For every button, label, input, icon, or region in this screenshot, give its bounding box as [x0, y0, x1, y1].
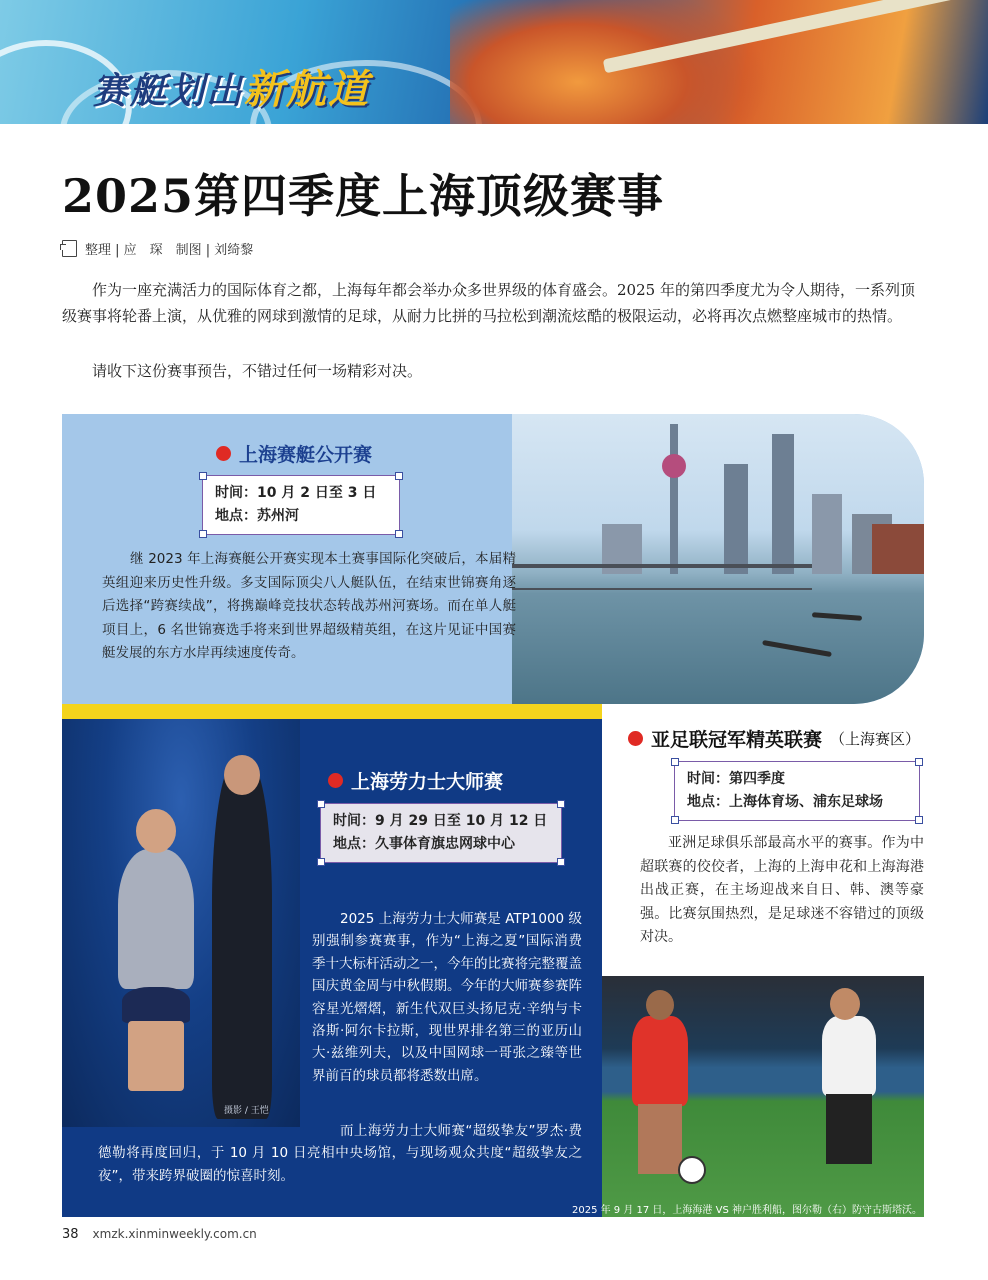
afc-info-box: [674, 761, 920, 821]
rowing-title: 上海赛艇公开赛: [239, 444, 373, 466]
football: [678, 1156, 706, 1184]
tower-silhouette: [670, 424, 678, 574]
soccer-photo: [602, 976, 924, 1217]
photo-caption: 2025 年 9 月 17 日，上海海港 VS 神户胜利船，图尔勒（右）防守古斯塔沃。: [572, 1205, 922, 1216]
person-silhouette: [118, 849, 194, 989]
afc-body-text: 亚洲足球俱乐部最高水平的赛事。作为中超联赛的佼佼者，上海的上海申花和上海海港出战正赛，在主场迎战来自日、韩、澳等豪强。比赛氛围热烈，是足球迷不容错过的顶级对决。: [640, 835, 924, 945]
byline-text: 整理 | 应 琛 制图 | 刘绮黎: [85, 243, 254, 258]
person-head: [224, 755, 260, 795]
bullet-dot: [328, 773, 343, 788]
photo-credit: 摄影 / 王恺: [224, 1106, 269, 1116]
rowing-photo: [512, 414, 924, 704]
page-footer: [62, 1227, 257, 1242]
player-legs: [826, 1094, 872, 1164]
tower-sphere: [662, 454, 686, 478]
tennis-body-text-1: 2025 上海劳力士大师赛是 ATP1000 级别强制参赛赛事，作为“上海之夏”国际消费季十大标杆活动之一，今年的比赛将完整覆盖国庆黄金周与中秋假期。今年的大师赛参赛阵容星光熠熠，新生代双巨头扬尼克·辛纳与卡洛斯·阿尔卡拉斯，现世界排名第三的亚历山大·兹维列夫，以及中国网球一哥张之臻等世界前百的球员都将悉数出席。: [312, 911, 582, 1084]
bullet-dot: [628, 731, 643, 746]
tennis-info-box: [320, 803, 562, 863]
tennis-title: 上海劳力士大师赛: [351, 771, 504, 793]
player-silhouette: [822, 1016, 876, 1096]
banner-title-part2: 新航道: [244, 67, 371, 113]
banner-title: [92, 58, 370, 115]
player-head: [830, 988, 860, 1020]
header-banner: [0, 0, 988, 124]
tennis-body-text-2: 而上海劳力士大师赛“超级挚友”罗杰·费德勒将再度回归，于 10 月 10 日亮相中央场馆，与现场观众共度“超级挚友之夜”，带来跨界破圈的惊喜时刻。: [98, 1123, 582, 1184]
afc-place: 地点：上海体育场、浦东足球场: [687, 794, 883, 810]
afc-time: 时间：第四季度: [687, 771, 785, 787]
footer-url: xmzk.xinminweekly.com.cn: [92, 1227, 257, 1241]
page-title: 2025第四季度上海顶级赛事: [62, 169, 665, 223]
rowing-info-box: [202, 475, 400, 535]
bridge-silhouette: [512, 564, 812, 590]
person-head: [136, 809, 176, 853]
tower-silhouette: [724, 464, 748, 574]
player-head: [646, 990, 674, 1020]
bullet-dot: [216, 446, 231, 461]
document-icon: [62, 240, 77, 257]
yellow-accent-bar: [62, 704, 602, 719]
rowing-place: 地点：苏州河: [215, 508, 299, 524]
rowing-boat: [762, 640, 832, 657]
intro-paragraph-1: 作为一座充满活力的国际体育之都，上海每年都会举办众多世界级的体育盛会。2025 年的第四季度尤为令人期待，一系列顶级赛事将轮番上演，从优雅的网球到激情的足球，从耐力比拼的马拉松到潮流炫酷的极限运动，必将再次点燃整座城市的热情。: [62, 281, 915, 325]
byline: [62, 239, 253, 258]
intro-paragraph-2: 请收下这份赛事预告，不错过任何一场精彩对决。: [92, 362, 423, 380]
tower-silhouette: [812, 494, 842, 574]
tennis-heading: [328, 767, 503, 794]
page-number: 38: [62, 1227, 79, 1242]
building-silhouette: [872, 524, 924, 574]
person-shorts: [122, 987, 190, 1023]
rowing-body-text: 继 2023 年上海赛艇公开赛实现本土赛事国际化突破后，本届精英组迎来历史性升级。多支国际顶尖八人艇队伍，在结束世锦赛角逐后选择“跨赛续战”，将携巅峰竞技状态转战苏州河赛场。而在单人艇项目上，6 名世锦赛选手将来到世界超级精英组，在这片见证中国赛艇发展的东方水岸再续速度传奇。: [102, 551, 516, 661]
tennis-photo: [62, 719, 300, 1127]
player-silhouette: [632, 1016, 688, 1106]
person-silhouette: [212, 759, 272, 1119]
rowing-time: 时间：10 月 2 日至 3 日: [215, 485, 377, 501]
rowing-boat: [812, 612, 862, 620]
afc-subtitle: （上海赛区）: [830, 730, 921, 748]
tennis-time: 时间：9 月 29 日至 10 月 12 日: [333, 813, 548, 829]
tower-silhouette: [772, 434, 794, 574]
rowing-heading: [216, 440, 372, 467]
person-legs: [128, 1021, 184, 1091]
banner-title-part1: 赛艇划出: [92, 71, 245, 112]
player-legs: [638, 1104, 682, 1174]
afc-heading: [628, 725, 920, 752]
afc-title: 亚足联冠军精英联赛: [651, 729, 823, 751]
tennis-place: 地点：久事体育旗忠网球中心: [333, 836, 515, 852]
